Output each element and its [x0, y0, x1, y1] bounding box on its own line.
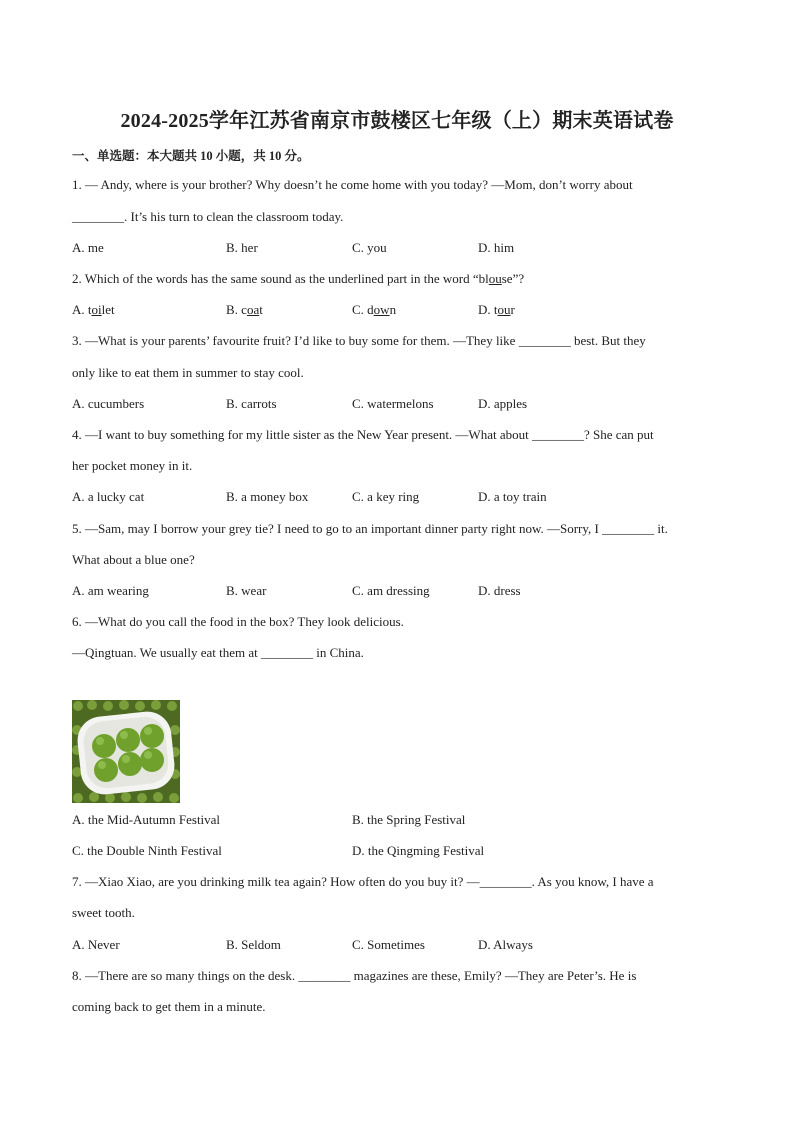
q2-stem-start: 2. Which of the words has the same sound as the underlined part in the word “bl [72, 271, 489, 286]
question-2-option-b: B. coat [226, 302, 263, 317]
question-5-line-1: 5. —Sam, may I borrow your grey tie? I need to go to an important dinner party right now. —Sorry, I ________ it. [72, 521, 668, 536]
question-2-option-d: D. tour [478, 302, 515, 317]
question-1-line-2: ________. It’s his turn to clean the classroom today. [72, 209, 344, 224]
question-3-line-2: only like to eat them in summer to stay cool. [72, 365, 304, 380]
question-6-option-a: A. the Mid-Autumn Festival [72, 812, 221, 827]
question-6-option-b: B. the Spring Festival [352, 812, 466, 827]
question-4-option-b: B. a money box [226, 489, 309, 504]
question-6-line-1: 6. —What do you call the food in the box? They look delicious. [72, 614, 404, 629]
question-1-option-c: C. you [352, 240, 387, 255]
question-5-option-d: D. dress [478, 583, 521, 598]
question-7-line-1: 7. —Xiao Xiao, are you drinking milk tea again? How often do you buy it? —________. As you know, I have a [72, 874, 654, 889]
question-1-option-d: D. him [478, 240, 515, 255]
question-2-line-1 [72, 271, 524, 287]
qingtuan-photo [72, 700, 180, 803]
question-2-option-c: C. down [352, 302, 397, 317]
question-7-option-a: A. Never [72, 937, 120, 952]
question-5-line-2: What about a blue one? [72, 552, 195, 567]
question-3-option-d: D. apples [478, 396, 528, 411]
question-5-option-c: C. am dressing [352, 583, 430, 598]
question-7-option-c: C. Sometimes [352, 937, 425, 952]
section-header: 一、单选题：本大题共 10 小题，共 10 分。 [72, 149, 310, 163]
question-3-line-1: 3. —What is your parents’ favourite fruit? I’d like to buy some for them. —They like ________ best. But they [72, 333, 646, 348]
question-7-line-2: sweet tooth. [72, 905, 135, 920]
question-2-option-a: A. toilet [72, 302, 115, 317]
question-5-option-b: B. wear [226, 583, 267, 598]
question-6-option-c: C. the Double Ninth Festival [72, 843, 222, 858]
question-1-option-a: A. me [72, 240, 104, 255]
question-8-line-2: coming back to get them in a minute. [72, 999, 266, 1014]
question-6-option-d: D. the Qingming Festival [352, 843, 485, 858]
question-4-line-2: her pocket money in it. [72, 458, 193, 473]
question-5-option-a: A. am wearing [72, 583, 149, 598]
question-8-line-1: 8. —There are so many things on the desk. ________ magazines are these, Emily? —They are Peter’s. He is [72, 968, 637, 983]
q2-stem-end: se”? [501, 271, 525, 286]
question-6-line-2: —Qingtuan. We usually eat them at ________ in China. [72, 645, 364, 660]
question-3-option-c: C. watermelons [352, 396, 434, 411]
q2-stem-underlined: ou [488, 271, 502, 286]
question-1-line-1: 1. — Andy, where is your brother? Why doesn’t he come home with you today? —Mom, don’t worry about [72, 177, 633, 192]
question-4-option-a: A. a lucky cat [72, 489, 145, 504]
question-4-option-c: C. a key ring [352, 489, 420, 504]
question-4-line-1: 4. —I want to buy something for my little sister as the New Year present. —What about ________? She can put [72, 427, 654, 442]
question-7-option-b: B. Seldom [226, 937, 281, 952]
page-title: 2024-2025学年江苏省南京市鼓楼区七年级（上）期末英语试卷 [120, 110, 674, 132]
question-1-option-b: B. her [226, 240, 258, 255]
question-3-option-b: B. carrots [226, 396, 277, 411]
question-3-option-a: A. cucumbers [72, 396, 145, 411]
question-4-option-d: D. a toy train [478, 489, 547, 504]
question-7-option-d: D. Always [478, 937, 533, 952]
